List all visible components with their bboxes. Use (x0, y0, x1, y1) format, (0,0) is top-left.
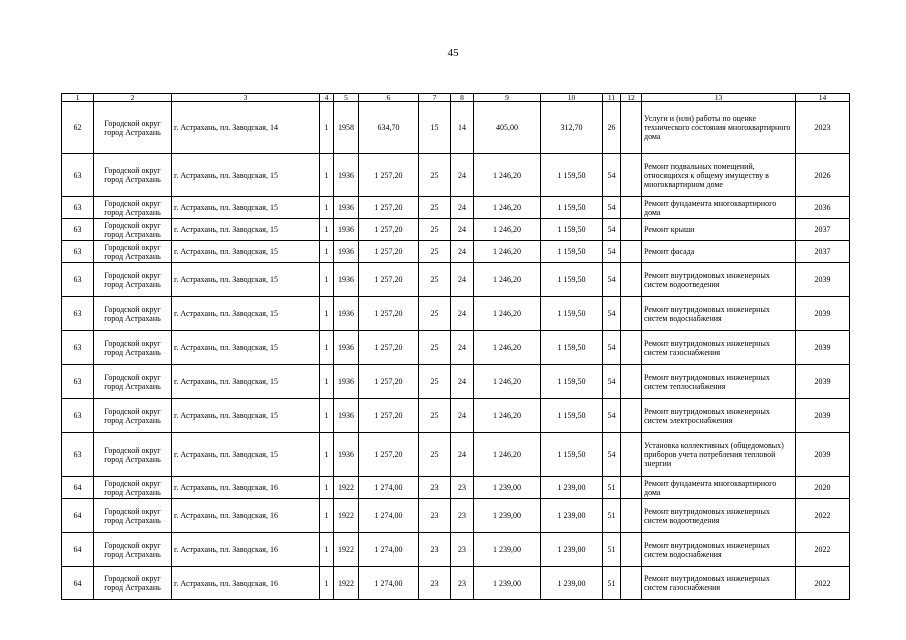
column-8-cell: 24 (451, 241, 474, 263)
column-12-cell (621, 241, 642, 263)
column-10-cell: 1 159,50 (541, 263, 603, 297)
column-4-cell: 1 (320, 263, 334, 297)
column-10-cell: 1 159,50 (541, 331, 603, 365)
address-cell: г. Астрахань, пл. Заводская, 16 (172, 567, 320, 600)
column-12-cell (621, 102, 642, 154)
column-10-cell: 1 239,00 (541, 477, 603, 499)
column-number-header: 11 (603, 94, 621, 102)
column-9-cell: 1 239,00 (474, 533, 541, 567)
municipality-cell: Городской округ город Астрахань (94, 241, 172, 263)
column-10-cell: 1 239,00 (541, 567, 603, 600)
column-4-cell: 1 (320, 331, 334, 365)
column-8-cell: 14 (451, 102, 474, 154)
column-12-cell (621, 477, 642, 499)
total-area-cell: 1 257,20 (359, 241, 419, 263)
total-area-cell: 1 257,20 (359, 154, 419, 197)
total-area-cell: 1 257,20 (359, 399, 419, 433)
row-number-cell: 63 (62, 399, 94, 433)
row-number-cell: 62 (62, 102, 94, 154)
column-9-cell: 1 246,20 (474, 399, 541, 433)
municipality-cell: Городской округ город Астрахань (94, 399, 172, 433)
year-cell: 1936 (334, 241, 359, 263)
column-number-header: 8 (451, 94, 474, 102)
planned-year-cell: 2036 (796, 197, 850, 219)
column-number-header: 1 (62, 94, 94, 102)
total-area-cell: 1 274,00 (359, 499, 419, 533)
column-10-cell: 1 159,50 (541, 365, 603, 399)
column-8-cell: 24 (451, 331, 474, 365)
municipality-cell: Городской округ город Астрахань (94, 331, 172, 365)
table-row (62, 365, 850, 399)
column-10-cell: 1 159,50 (541, 399, 603, 433)
address-cell: г. Астрахань, пл. Заводская, 15 (172, 297, 320, 331)
year-cell: 1936 (334, 365, 359, 399)
column-12-cell (621, 433, 642, 477)
column-8-cell: 23 (451, 477, 474, 499)
repair-program-table (61, 93, 850, 600)
column-7-cell: 25 (419, 219, 451, 241)
planned-year-cell: 2039 (796, 365, 850, 399)
planned-year-cell: 2022 (796, 567, 850, 600)
column-4-cell: 1 (320, 102, 334, 154)
municipality-cell: Городской округ город Астрахань (94, 263, 172, 297)
column-4-cell: 1 (320, 154, 334, 197)
column-4-cell: 1 (320, 433, 334, 477)
column-4-cell: 1 (320, 399, 334, 433)
total-area-cell: 634,70 (359, 102, 419, 154)
row-number-cell: 64 (62, 567, 94, 600)
total-area-cell: 1 257,20 (359, 433, 419, 477)
column-4-cell: 1 (320, 477, 334, 499)
column-9-cell: 1 246,20 (474, 241, 541, 263)
work-type-cell: Ремонт фундамента многоквартирного дома (642, 477, 796, 499)
column-7-cell: 25 (419, 197, 451, 219)
total-area-cell: 1 257,20 (359, 365, 419, 399)
year-cell: 1936 (334, 154, 359, 197)
planned-year-cell: 2037 (796, 219, 850, 241)
year-cell: 1936 (334, 331, 359, 365)
column-8-cell: 23 (451, 533, 474, 567)
address-cell: г. Астрахань, пл. Заводская, 16 (172, 499, 320, 533)
column-11-cell: 54 (603, 154, 621, 197)
total-area-cell: 1 257,20 (359, 263, 419, 297)
column-12-cell (621, 331, 642, 365)
address-cell: г. Астрахань, пл. Заводская, 16 (172, 477, 320, 499)
column-9-cell: 1 246,20 (474, 331, 541, 365)
work-type-cell: Ремонт фасада (642, 241, 796, 263)
column-7-cell: 23 (419, 499, 451, 533)
column-11-cell: 54 (603, 365, 621, 399)
column-number-header: 2 (94, 94, 172, 102)
column-11-cell: 51 (603, 533, 621, 567)
municipality-cell: Городской округ город Астрахань (94, 197, 172, 219)
column-12-cell (621, 567, 642, 600)
planned-year-cell: 2039 (796, 399, 850, 433)
work-type-cell: Ремонт внутридомовых инженерных систем водоснабжения (642, 533, 796, 567)
column-8-cell: 24 (451, 297, 474, 331)
column-9-cell: 1 246,20 (474, 219, 541, 241)
address-cell: г. Астрахань, пл. Заводская, 15 (172, 399, 320, 433)
column-7-cell: 25 (419, 297, 451, 331)
column-9-cell: 1 239,00 (474, 567, 541, 600)
column-9-cell: 1 246,20 (474, 197, 541, 219)
municipality-cell: Городской округ город Астрахань (94, 477, 172, 499)
column-number-header: 5 (334, 94, 359, 102)
row-number-cell: 63 (62, 219, 94, 241)
planned-year-cell: 2022 (796, 533, 850, 567)
column-7-cell: 23 (419, 477, 451, 499)
row-number-cell: 63 (62, 241, 94, 263)
column-12-cell (621, 499, 642, 533)
year-cell: 1958 (334, 102, 359, 154)
row-number-cell: 63 (62, 331, 94, 365)
column-4-cell: 1 (320, 533, 334, 567)
year-cell: 1922 (334, 477, 359, 499)
table-row (62, 241, 850, 263)
column-9-cell: 1 239,00 (474, 477, 541, 499)
column-4-cell: 1 (320, 365, 334, 399)
row-number-cell: 63 (62, 365, 94, 399)
address-cell: г. Астрахань, пл. Заводская, 15 (172, 241, 320, 263)
column-10-cell: 1 159,50 (541, 197, 603, 219)
column-12-cell (621, 263, 642, 297)
year-cell: 1936 (334, 399, 359, 433)
year-cell: 1936 (334, 219, 359, 241)
work-type-cell: Ремонт внутридомовых инженерных систем электроснабжения (642, 399, 796, 433)
column-4-cell: 1 (320, 297, 334, 331)
total-area-cell: 1 274,00 (359, 533, 419, 567)
year-cell: 1936 (334, 197, 359, 219)
column-8-cell: 24 (451, 219, 474, 241)
column-11-cell: 54 (603, 399, 621, 433)
column-9-cell: 1 246,20 (474, 365, 541, 399)
column-8-cell: 24 (451, 197, 474, 219)
table-row (62, 477, 850, 499)
column-number-header: 13 (642, 94, 796, 102)
column-10-cell: 1 239,00 (541, 533, 603, 567)
column-8-cell: 24 (451, 154, 474, 197)
planned-year-cell: 2039 (796, 263, 850, 297)
work-type-cell: Установка коллективных (общедомовых) приборов учета потребления тепловой энергии (642, 433, 796, 477)
year-cell: 1922 (334, 567, 359, 600)
work-type-cell: Ремонт внутридомовых инженерных систем водоснабжения (642, 297, 796, 331)
column-8-cell: 23 (451, 567, 474, 600)
column-11-cell: 54 (603, 331, 621, 365)
row-number-cell: 63 (62, 263, 94, 297)
column-10-cell: 1 159,50 (541, 433, 603, 477)
column-10-cell: 1 159,50 (541, 297, 603, 331)
total-area-cell: 1 274,00 (359, 477, 419, 499)
address-cell: г. Астрахань, пл. Заводская, 16 (172, 533, 320, 567)
work-type-cell: Ремонт внутридомовых инженерных систем газоснабжения (642, 567, 796, 600)
column-11-cell: 51 (603, 499, 621, 533)
column-12-cell (621, 399, 642, 433)
column-9-cell: 1 246,20 (474, 433, 541, 477)
planned-year-cell: 2039 (796, 433, 850, 477)
column-9-cell: 1 246,20 (474, 154, 541, 197)
column-8-cell: 23 (451, 499, 474, 533)
row-number-cell: 63 (62, 297, 94, 331)
table-row (62, 533, 850, 567)
row-number-cell: 63 (62, 433, 94, 477)
work-type-cell: Ремонт крыши (642, 219, 796, 241)
planned-year-cell: 2037 (796, 241, 850, 263)
column-9-cell: 405,00 (474, 102, 541, 154)
planned-year-cell: 2023 (796, 102, 850, 154)
page-number: 45 (447, 47, 459, 59)
row-number-cell: 64 (62, 477, 94, 499)
table-row (62, 499, 850, 533)
municipality-cell: Городской округ город Астрахань (94, 154, 172, 197)
table-row (62, 399, 850, 433)
year-cell: 1936 (334, 433, 359, 477)
column-number-header: 4 (320, 94, 334, 102)
column-7-cell: 25 (419, 365, 451, 399)
column-10-cell: 1 159,50 (541, 241, 603, 263)
column-11-cell: 54 (603, 197, 621, 219)
year-cell: 1936 (334, 297, 359, 331)
work-type-cell: Ремонт внутридомовых инженерных систем водоотведения (642, 263, 796, 297)
work-type-cell: Услуги и (или) работы по оценке технического состояния многоквартирного дома (642, 102, 796, 154)
year-cell: 1922 (334, 499, 359, 533)
address-cell: г. Астрахань, пл. Заводская, 15 (172, 154, 320, 197)
column-number-header: 3 (172, 94, 320, 102)
address-cell: г. Астрахань, пл. Заводская, 15 (172, 197, 320, 219)
row-number-cell: 63 (62, 154, 94, 197)
column-7-cell: 25 (419, 154, 451, 197)
total-area-cell: 1 257,20 (359, 331, 419, 365)
total-area-cell: 1 257,20 (359, 219, 419, 241)
column-4-cell: 1 (320, 197, 334, 219)
table-row (62, 219, 850, 241)
column-9-cell: 1 239,00 (474, 499, 541, 533)
table-row (62, 102, 850, 154)
column-7-cell: 23 (419, 533, 451, 567)
row-number-cell: 64 (62, 533, 94, 567)
column-10-cell: 1 159,50 (541, 219, 603, 241)
column-7-cell: 25 (419, 331, 451, 365)
column-12-cell (621, 219, 642, 241)
table-row (62, 297, 850, 331)
column-11-cell: 26 (603, 102, 621, 154)
column-4-cell: 1 (320, 241, 334, 263)
column-number-header: 7 (419, 94, 451, 102)
column-number-header: 6 (359, 94, 419, 102)
table-row (62, 331, 850, 365)
planned-year-cell: 2020 (796, 477, 850, 499)
municipality-cell: Городской округ город Астрахань (94, 297, 172, 331)
column-11-cell: 54 (603, 219, 621, 241)
column-11-cell: 54 (603, 297, 621, 331)
planned-year-cell: 2039 (796, 331, 850, 365)
year-cell: 1922 (334, 533, 359, 567)
column-11-cell: 54 (603, 433, 621, 477)
column-7-cell: 25 (419, 433, 451, 477)
column-4-cell: 1 (320, 499, 334, 533)
municipality-cell: Городской округ город Астрахань (94, 365, 172, 399)
column-10-cell: 1 239,00 (541, 499, 603, 533)
column-11-cell: 51 (603, 477, 621, 499)
column-4-cell: 1 (320, 567, 334, 600)
planned-year-cell: 2039 (796, 297, 850, 331)
work-type-cell: Ремонт внутридомовых инженерных систем водоотведения (642, 499, 796, 533)
municipality-cell: Городской округ город Астрахань (94, 219, 172, 241)
column-12-cell (621, 533, 642, 567)
municipality-cell: Городской округ город Астрахань (94, 499, 172, 533)
column-9-cell: 1 246,20 (474, 297, 541, 331)
column-7-cell: 15 (419, 102, 451, 154)
address-cell: г. Астрахань, пл. Заводская, 15 (172, 331, 320, 365)
column-number-header: 10 (541, 94, 603, 102)
column-8-cell: 24 (451, 433, 474, 477)
table-row (62, 263, 850, 297)
total-area-cell: 1 274,00 (359, 567, 419, 600)
column-7-cell: 23 (419, 567, 451, 600)
planned-year-cell: 2022 (796, 499, 850, 533)
column-7-cell: 25 (419, 241, 451, 263)
column-12-cell (621, 365, 642, 399)
address-cell: г. Астрахань, пл. Заводская, 15 (172, 365, 320, 399)
table-row (62, 154, 850, 197)
column-12-cell (621, 197, 642, 219)
column-11-cell: 54 (603, 263, 621, 297)
column-12-cell (621, 297, 642, 331)
column-11-cell: 54 (603, 241, 621, 263)
column-8-cell: 24 (451, 263, 474, 297)
column-number-header: 9 (474, 94, 541, 102)
work-type-cell: Ремонт внутридомовых инженерных систем газоснабжения (642, 331, 796, 365)
column-12-cell (621, 154, 642, 197)
municipality-cell: Городской округ город Астрахань (94, 102, 172, 154)
municipality-cell: Городской округ город Астрахань (94, 433, 172, 477)
column-8-cell: 24 (451, 365, 474, 399)
header-row (62, 94, 850, 102)
column-10-cell: 1 159,50 (541, 154, 603, 197)
municipality-cell: Городской округ город Астрахань (94, 567, 172, 600)
column-8-cell: 24 (451, 399, 474, 433)
table-row (62, 433, 850, 477)
table-row (62, 197, 850, 219)
address-cell: г. Астрахань, пл. Заводская, 15 (172, 263, 320, 297)
column-number-header: 12 (621, 94, 642, 102)
address-cell: г. Астрахань, пл. Заводская, 15 (172, 433, 320, 477)
address-cell: г. Астрахань, пл. Заводская, 15 (172, 219, 320, 241)
address-cell: г. Астрахань, пл. Заводская, 14 (172, 102, 320, 154)
total-area-cell: 1 257,20 (359, 297, 419, 331)
column-7-cell: 25 (419, 399, 451, 433)
municipality-cell: Городской округ город Астрахань (94, 533, 172, 567)
work-type-cell: Ремонт подвальных помещений, относящихся к общему имуществу в многоквартирном доме (642, 154, 796, 197)
column-number-header: 14 (796, 94, 850, 102)
row-number-cell: 64 (62, 499, 94, 533)
column-10-cell: 312,70 (541, 102, 603, 154)
year-cell: 1936 (334, 263, 359, 297)
column-11-cell: 51 (603, 567, 621, 600)
column-9-cell: 1 246,20 (474, 263, 541, 297)
work-type-cell: Ремонт внутридомовых инженерных систем теплоснабжения (642, 365, 796, 399)
table-row (62, 567, 850, 600)
planned-year-cell: 2026 (796, 154, 850, 197)
column-7-cell: 25 (419, 263, 451, 297)
total-area-cell: 1 257,20 (359, 197, 419, 219)
work-type-cell: Ремонт фундамента многоквартирного дома (642, 197, 796, 219)
row-number-cell: 63 (62, 197, 94, 219)
column-4-cell: 1 (320, 219, 334, 241)
